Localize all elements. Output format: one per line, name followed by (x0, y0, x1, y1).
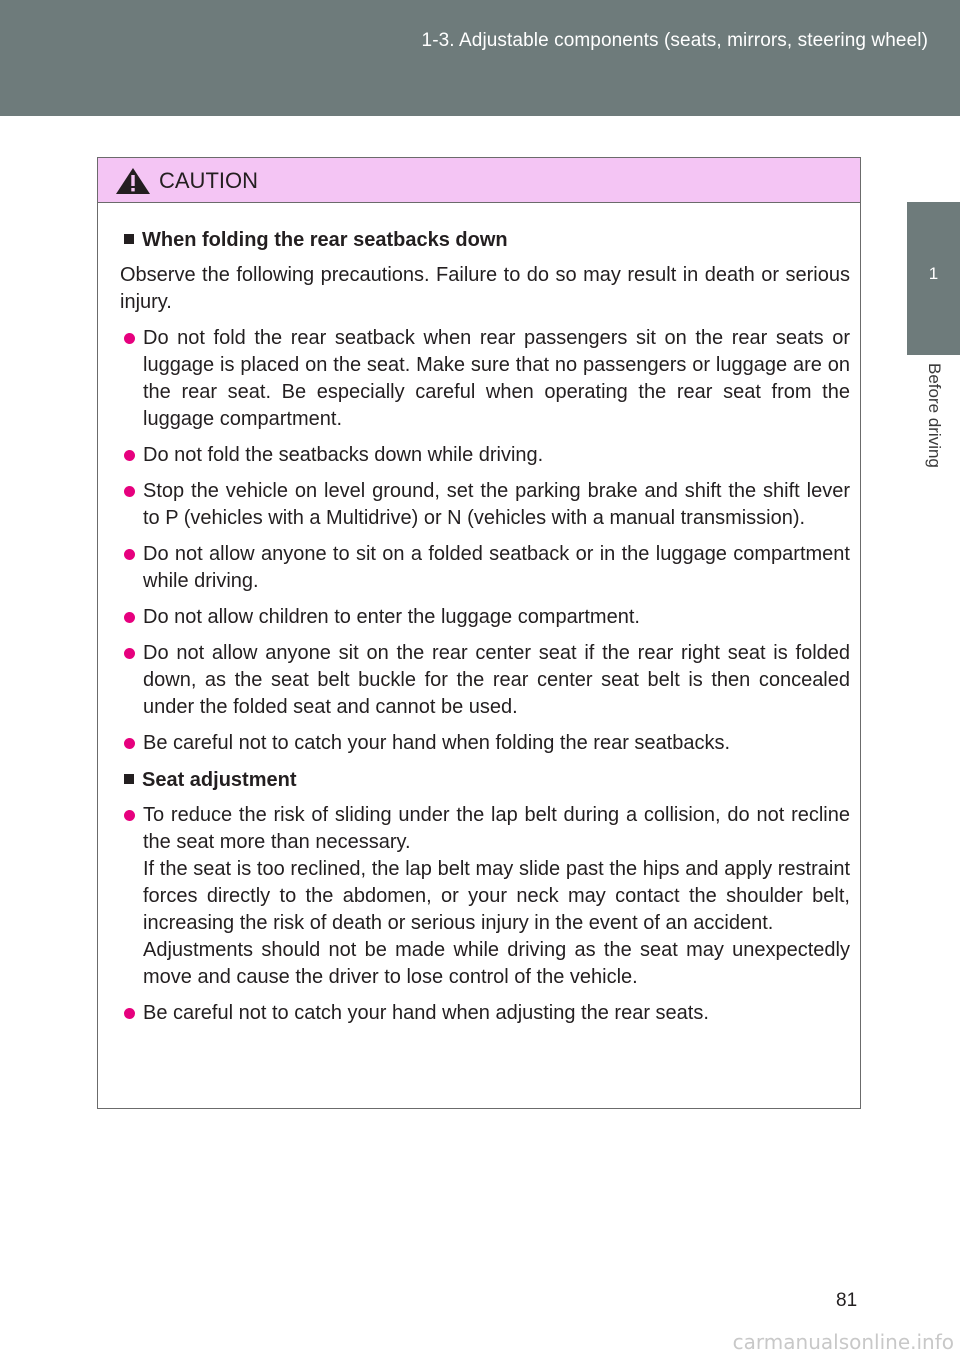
square-bullet-icon (124, 234, 134, 244)
bullet-text: To reduce the risk of sliding under the lap belt during a collision, do not recline the seat more than necessary. (143, 804, 850, 853)
caution-body (98, 203, 860, 1027)
chapter-tab (907, 202, 960, 355)
chapter-label: Before driving (925, 363, 944, 468)
caution-bullet-item (120, 442, 852, 469)
chapter-number: 1 (928, 264, 939, 283)
caution-bullet-item (120, 730, 852, 757)
warning-triangle-icon (115, 167, 151, 195)
bullet-text: Be careful not to catch your hand when folding the rear seatbacks. (143, 732, 731, 754)
chapter-label-area (907, 355, 960, 505)
section-heading-text: When folding the rear seatbacks down (142, 229, 508, 251)
section-intro: Observe the following precautions. Failure to do so may result in death or serious injury. (120, 264, 850, 313)
bullet-text: Adjustments should not be made while driving as the seat may unexpectedly move and cause the driver to lose control of the vehicle. (143, 939, 850, 988)
caution-bullet-item (120, 478, 852, 532)
section-heading-text: Seat adjustment (142, 769, 297, 791)
bullet-text: Do not fold the seatbacks down while driving. (143, 444, 544, 466)
square-bullet-icon (124, 774, 134, 784)
bullet-dot-icon (124, 648, 135, 659)
caution-header (98, 158, 860, 203)
bullet-text: Do not allow anyone sit on the rear center seat if the rear right seat is folded down, as the seat belt buckle for the rear center seat belt is then concealed under the folded seat and cannot be used. (143, 642, 850, 718)
caution-section-heading (120, 227, 852, 254)
bullet-dot-icon (124, 738, 135, 749)
caution-box (97, 157, 861, 1109)
bullet-text: If the seat is too reclined, the lap belt may slide past the hips and apply restraint forces directly to the abdomen, or your neck may contact the shoulder belt, increasing the risk of death or serious injury in the event of an accident. (143, 858, 850, 934)
watermark: carmanualsonline.info (732, 1330, 954, 1354)
bullet-text: Stop the vehicle on level ground, set the parking brake and shift the shift lever to P (vehicles with a Multidrive) or N (vehicles with a manual transmission). (143, 480, 850, 529)
bullet-dot-icon (124, 549, 135, 560)
caution-bullet-item (120, 325, 852, 433)
bullet-text: Do not allow children to enter the luggage compartment. (143, 606, 640, 628)
caution-bullet-item (120, 640, 852, 721)
caution-bullet-item (120, 802, 852, 991)
bullet-dot-icon (124, 810, 135, 821)
caution-section-heading (120, 767, 852, 794)
caution-bullet-item (120, 1000, 852, 1027)
bullet-dot-icon (124, 612, 135, 623)
bullet-dot-icon (124, 450, 135, 461)
caution-bullet-item (120, 604, 852, 631)
caution-bullet-item (120, 541, 852, 595)
page-number: 81 (836, 1290, 858, 1311)
bullet-text: Do not allow anyone to sit on a folded seatback or in the luggage compartment while driving. (143, 543, 850, 592)
bullet-text: Be careful not to catch your hand when adjusting the rear seats. (143, 1002, 709, 1024)
bullet-dot-icon (124, 1008, 135, 1019)
bullet-dot-icon (124, 333, 135, 344)
bullet-dot-icon (124, 486, 135, 497)
section-header-title: 1-3. Adjustable components (seats, mirrors, steering wheel) (421, 30, 928, 51)
header-band (0, 0, 960, 116)
caution-title: CAUTION (159, 168, 258, 193)
bullet-text: Do not fold the rear seatback when rear passengers sit on the rear seats or luggage is placed on the seat. Make sure that no passengers or luggage are on the rear seat. Be especially careful when operating the rear seat from the luggage compartment. (143, 327, 850, 430)
